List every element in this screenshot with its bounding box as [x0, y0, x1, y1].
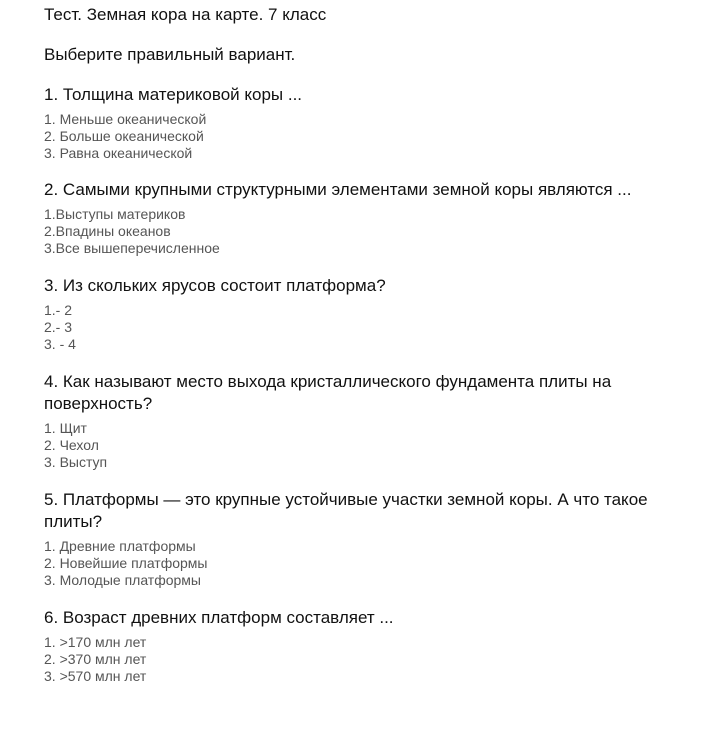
question-6: [44, 607, 704, 685]
answer-option: 2. Чехол: [44, 437, 99, 453]
instruction-text: Выберите правильный вариант.: [44, 45, 296, 64]
answer-option: 3. >570 млн лет: [44, 668, 147, 684]
answer-option: 2. Больше океанической: [44, 128, 204, 144]
question-text: 5. Платформы — это крупные устойчивые участки земной коры. А что такое плиты?: [44, 490, 648, 531]
answer-options: [44, 634, 704, 685]
question-text: 3. Из скольких ярусов состоит платформа?: [44, 276, 386, 295]
answer-options: [44, 302, 704, 353]
answer-option: 1.Выступы материков: [44, 206, 186, 222]
answer-option: 2. Новейшие платформы: [44, 555, 208, 571]
question-4: [44, 371, 704, 471]
answer-option: 3.Все вышеперечисленное: [44, 240, 220, 256]
document-page: [44, 0, 704, 685]
question-text: 6. Возраст древних платформ составляет ...: [44, 608, 394, 627]
answer-option: 3. Равна океанической: [44, 145, 193, 161]
answer-option: 1. Щит: [44, 420, 87, 436]
question-3: [44, 275, 704, 353]
question-text: 4. Как называют место выхода кристаллического фундамента плиты на поверхность?: [44, 372, 612, 413]
answer-option: 1. Древние платформы: [44, 538, 196, 554]
answer-option: 1.- 2: [44, 302, 73, 318]
answer-options: [44, 206, 704, 257]
answer-option: 3. Молодые платформы: [44, 572, 201, 588]
answer-option: 1. >170 млн лет: [44, 634, 147, 650]
question-2: [44, 179, 704, 257]
answer-option: 3. Выступ: [44, 454, 108, 470]
answer-options: [44, 538, 704, 589]
answer-options: [44, 111, 704, 162]
answer-options: [44, 420, 704, 471]
question-5: [44, 489, 704, 589]
answer-option: 2.- 3: [44, 319, 73, 335]
answer-option: 2. >370 млн лет: [44, 651, 147, 667]
answer-option: 1. Меньше океанической: [44, 111, 207, 127]
document-title: Тест. Земная кора на карте. 7 класс: [44, 5, 327, 24]
question-text: 1. Толщина материковой коры ...: [44, 85, 303, 104]
question-text: 2. Самыми крупными структурными элементами земной коры являются ...: [44, 180, 632, 199]
answer-option: 2.Впадины океанов: [44, 223, 171, 239]
answer-option: 3. - 4: [44, 336, 76, 352]
question-1: [44, 84, 704, 162]
